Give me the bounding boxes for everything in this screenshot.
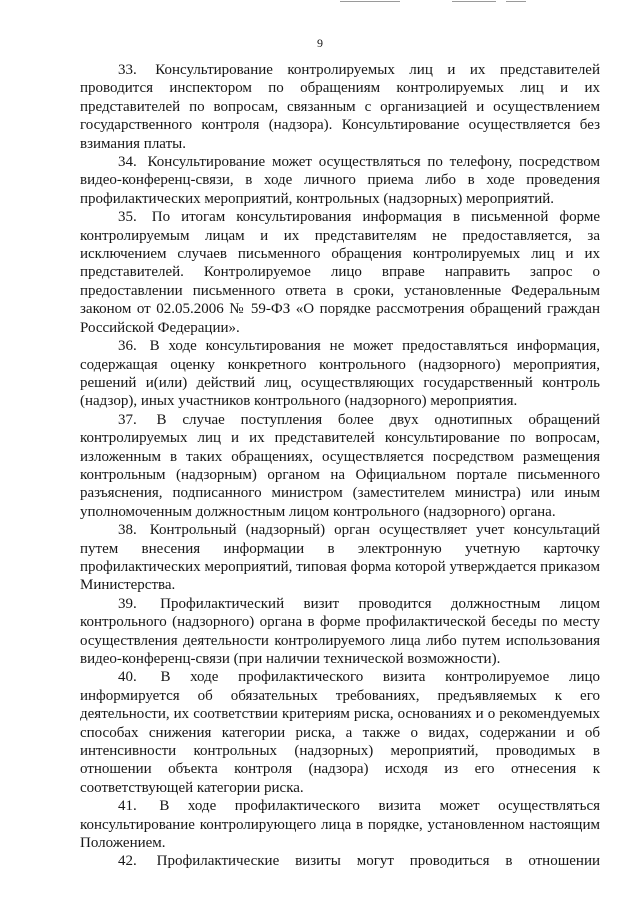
paragraph-39 xyxy=(80,595,600,669)
paragraph-number: 37. xyxy=(118,411,137,428)
scan-edge-mark xyxy=(452,1,496,2)
scan-edge-mark xyxy=(506,1,526,2)
paragraph-text: По итогам консультирования информация в письменной форме контролируемым лицам и их представителям не предоставляется, за исключением случаев письменного обращения контролируемых лиц и их представителей. Контролируемое лицо вправе направить запрос о предоставлении письменного ответа в сроки, установленные Федеральным законом от 02.05.2006 № 59-ФЗ «О порядке рассмотрения обращений граждан Российской Федерации». xyxy=(80,209,601,336)
paragraph-number: 41. xyxy=(118,798,137,815)
paragraph-text: Консультирование контролируемых лиц и их представителей проводится инспектором по обращениям контролируемых лиц и их представителей по вопросам, связанным с организацией и осуществлением государственного контроля (надзора). Консультирование осуществляется без взимания платы. xyxy=(80,62,600,152)
paragraph-text: Профилактический визит проводится должностным лицом контрольного (надзорного) органа в форме профилактической беседы по месту осуществления деятельности контролируемого лица либо путем использования видео-конференц-связи (при наличии технической возможности). xyxy=(80,595,601,667)
scan-edge-mark xyxy=(340,1,400,2)
document-body xyxy=(80,61,600,870)
paragraph-37 xyxy=(80,411,600,521)
paragraph-33 xyxy=(80,61,600,153)
paragraph-number: 33. xyxy=(118,62,137,78)
paragraph-36 xyxy=(80,337,600,411)
paragraph-number: 35. xyxy=(118,209,137,226)
paragraph-40 xyxy=(80,668,600,797)
paragraph-text: Профилактические визиты могут проводиться в отношении xyxy=(156,853,600,870)
paragraph-number: 34. xyxy=(118,154,137,171)
paragraph-number: 42. xyxy=(118,853,137,870)
paragraph-number: 39. xyxy=(118,595,137,612)
paragraph-text: Консультирование может осуществляться по телефону, посредством видео-конференц-связи, в ходе личного приема либо в ходе проведения профилактических мероприятий, контрольных (надзорных) мероприятий. xyxy=(80,154,601,207)
paragraph-text: В ходе профилактического визита контролируемое лицо информируется об обязательных требованиях, предъявляемых к его деятельности, их соответствии критериям риска, основаниях и о рекомендуемых способах снижения категории риска, а также о видах, содержании и об интенсивности контрольных (надзорных) мероприятий, проводимых в отношении объекта контроля (надзора) исходя из его отнесения к соответствующей категории риска. xyxy=(80,669,600,796)
paragraph-text: В ходе консультирования не может предоставляться информация, содержащая оценку конкретного контрольного (надзорного) мероприятия, решений и(или) действий лиц, осуществляющих государственный контроль (надзор), иных участников контрольного (надзорного) мероприятия. xyxy=(80,338,600,410)
paragraph-41 xyxy=(80,797,600,852)
scan-edge-marks xyxy=(0,0,640,6)
paragraph-38 xyxy=(80,521,600,595)
paragraph-text: В случае поступления более двух однотипных обращений контролируемых лиц и их представителей консультирование по вопросам, изложенным в таких обращениях, осуществляется посредством размещения контрольным (надзорным) органом на Официальном портале письменного разъяснения, подписанного министром (заместителем министра) или иным уполномоченным должностным лицом контрольного (надзорного) органа. xyxy=(80,411,601,520)
paragraph-34 xyxy=(80,153,600,208)
paragraph-number: 40. xyxy=(118,669,137,686)
paragraph-number: 38. xyxy=(118,522,137,539)
paragraph-text: Контрольный (надзорный) орган осуществляет учет консультаций путем внесения информации в электронную учетную карточку профилактических мероприятий, типовая форма которой утверждается приказом Министерства. xyxy=(80,522,601,594)
paragraph-42 xyxy=(80,852,600,870)
paragraph-number: 36. xyxy=(118,338,137,355)
page-number: 9 xyxy=(317,36,323,50)
paragraph-text: В ходе профилактического визита может осуществляться консультирование контролирующего лица в порядке, установленном настоящим Положением. xyxy=(80,798,600,852)
paragraph-35 xyxy=(80,208,600,337)
